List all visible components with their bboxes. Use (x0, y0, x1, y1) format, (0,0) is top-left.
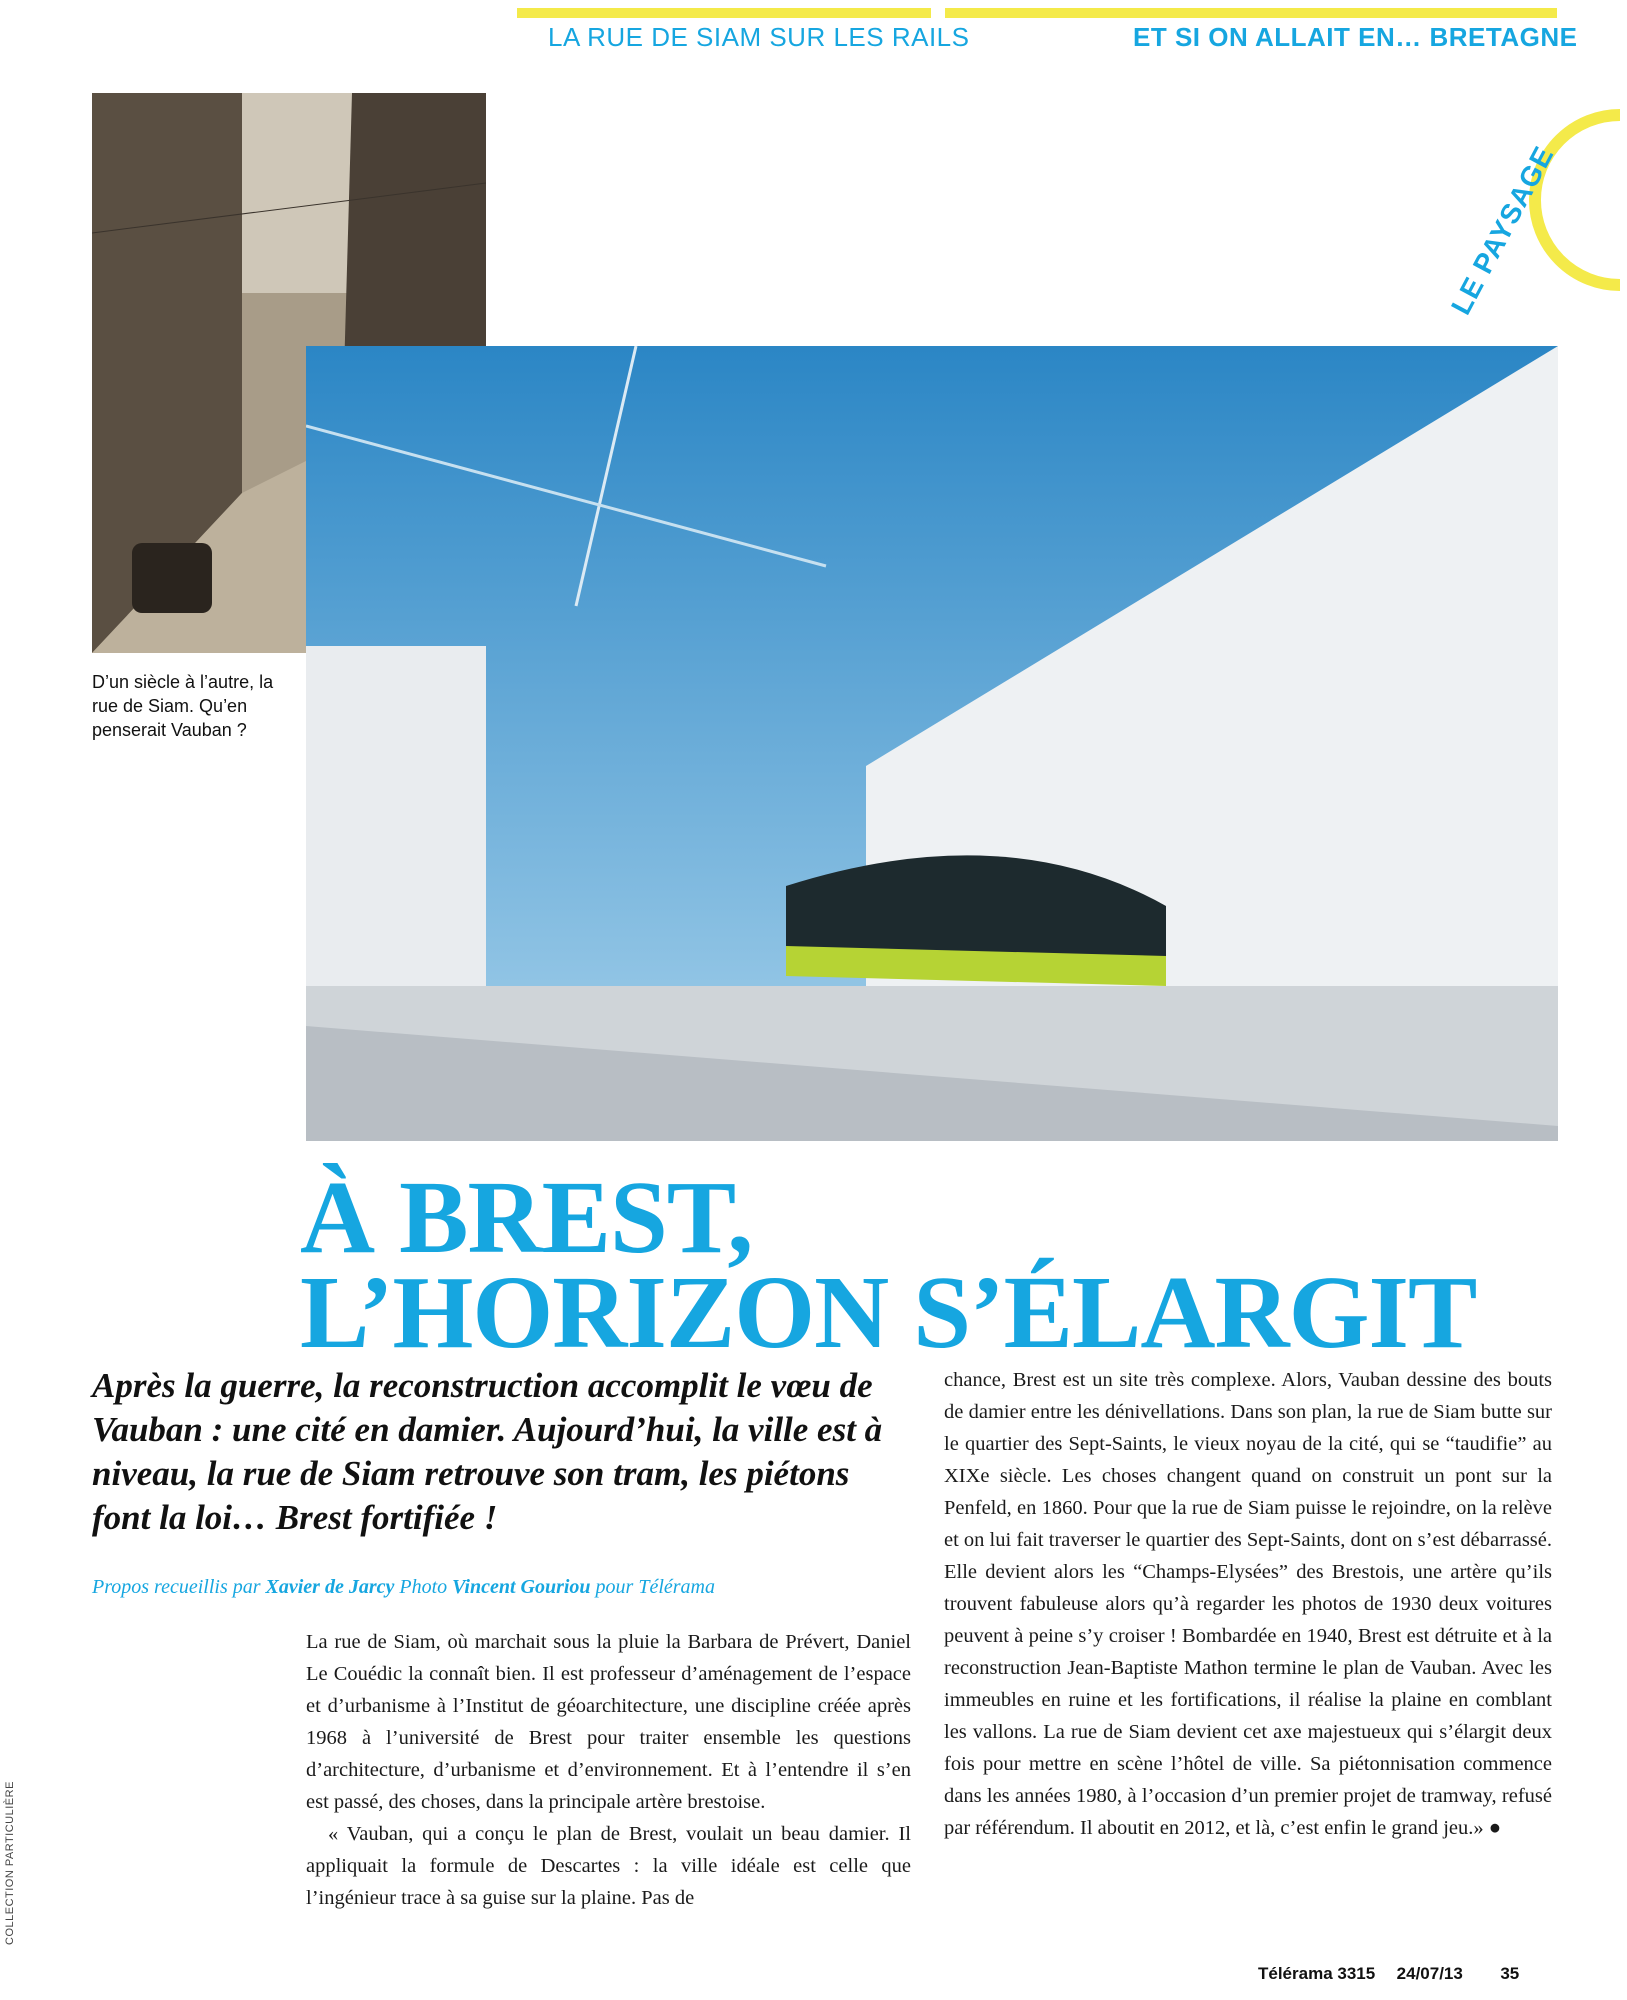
footer-date: 24/07/13 (1396, 1964, 1463, 1983)
body-column-1 (306, 1626, 911, 1914)
side-credit: COLLECTION PARTICULIÈRE (4, 1781, 16, 1945)
byline-photographer: Vincent Gouriou (452, 1576, 591, 1598)
footer-magazine: Télérama 3315 (1258, 1964, 1376, 1983)
byline-author: Xavier de Jarcy (265, 1576, 395, 1598)
main-photo-illustration (306, 346, 1558, 1141)
body-column-2 (944, 1364, 1552, 1844)
headline-line1: À BREST, (300, 1160, 753, 1275)
section-tag-text: LE PAYSAGE (1445, 140, 1560, 320)
body-paragraph-2: « Vauban, qui a conçu le plan de Brest, voulait un beau damier. Il appliquait la formule de Descartes : la ville idéale est celle que l’ingénieur trace à sa guise sur la plaine. Pas de (306, 1823, 911, 1909)
lede: Après la guerre, la reconstruction accomplit le vœu de Vauban : une cité en damier. Aujourd’hui, la ville est à niveau, la rue de Siam retrouve son tram, les piétons font la loi… Brest fortifiée ! (92, 1366, 883, 1537)
header-right-title: ET SI ON ALLAIT EN… BRETAGNE (1133, 22, 1578, 52)
footer-page: 35 (1500, 1964, 1520, 1983)
section-tag (1445, 140, 1560, 320)
side-credit-wrapper (4, 1781, 24, 1946)
headline-line2: L’HORIZON S’ÉLARGIT (300, 1255, 1477, 1370)
body-paragraph-1: La rue de Siam, où marchait sous la pluie la Barbara de Prévert, Daniel Le Couédic la connaît bien. Il est professeur d’aménagement de l’espace et d’urbanisme à l’Institut de géoarchitecture, une discipline créée après 1968 à l’université de Brest pour traiter ensemble les questions d’architecture, d’urbanisme et d’environnement. Et à l’entendre il s’en est passé, des choses, dans la principale artère brestoise. (306, 1631, 911, 1813)
byline-suffix: pour Télérama (595, 1576, 715, 1598)
main-tram-photo (306, 346, 1558, 1141)
header-left-title: LA RUE DE SIAM SUR LES RAILS (548, 22, 970, 52)
header-bar-left (517, 8, 931, 18)
byline-photo-label: Photo (399, 1576, 448, 1598)
byline-prefix: Propos recueillis par (92, 1576, 261, 1598)
header-bar-right (945, 8, 1557, 18)
body-paragraph-3: chance, Brest est un site très complexe. Alors, Vauban dessine des bouts de damier entre les dénivellations. Dans son plan, la rue de Siam butte sur le quartier des Sept-Saints, le vieux noyau de la cité, qui se “taudifie” au XIXe siècle. Les choses changent quand on construit un pont sur la Penfeld, en 1860. Pour que la rue de Siam puisse le rejoindre, on la relève et on lui fait traverser le quartier des Sept-Saints, dont on s’est débarrassé. Elle devient alors les “Champs-Elysées” des Brestois, une artère qu’ils trouvent fabuleuse alors qu’à regarder les photos de 1930 deux voitures peuvent à peine s’y croiser ! Bombardée en 1940, Brest est détruite et à la reconstruction Jean-Baptiste Mathon termine le plan de Vauban. Avec les immeubles en ruine et les fortifications, il réalise la plaine en comblant les vallons. La rue de Siam devient cet axe majestueux qui s’élargit deux fois pour mettre en scène l’hôtel de ville. Sa piétonnisation commence dans les années 1980, à l’occasion d’un premier projet de tramway, refusé par référendum. Il aboutit en 2012, et là, c’est enfin le grand jeu.» ● (944, 1369, 1552, 1839)
footer (1258, 1964, 1519, 1984)
byline (92, 1576, 715, 1599)
yellow-arc-shape (1535, 115, 1620, 285)
photo-caption: D’un siècle à l’autre, la rue de Siam. Qu’en penserait Vauban ? (92, 672, 274, 740)
